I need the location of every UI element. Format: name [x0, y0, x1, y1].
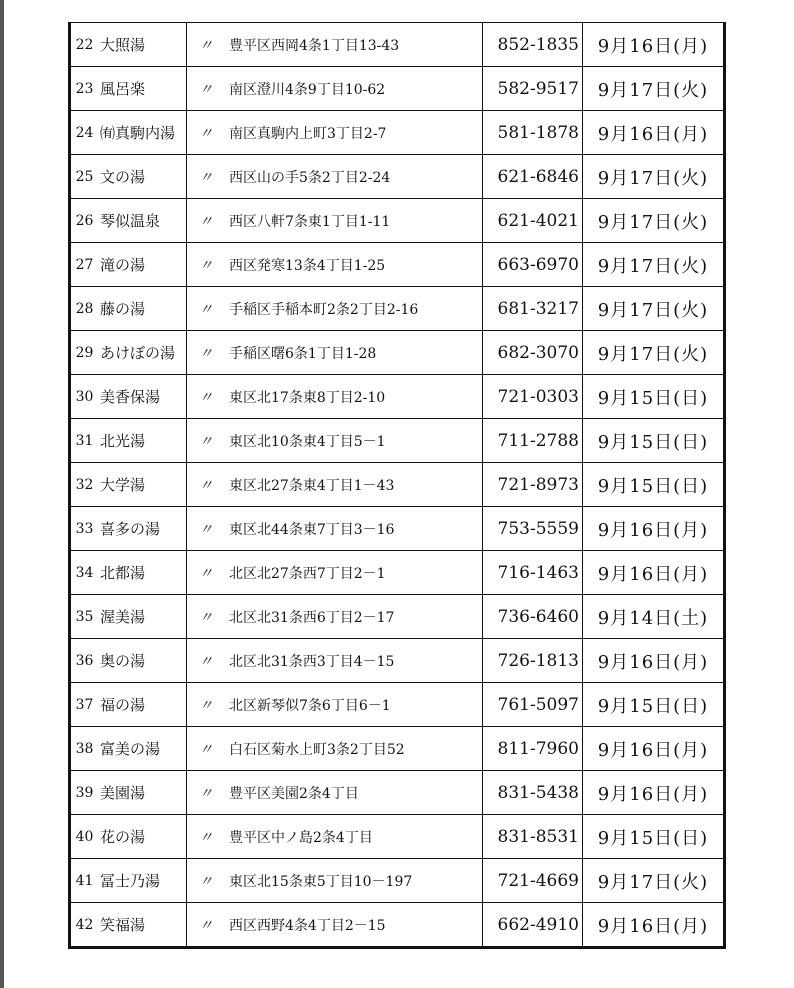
ditto-mark: 〃	[199, 213, 213, 230]
bathhouse-name: あけぼの湯	[98, 331, 187, 375]
table-row	[71, 287, 724, 331]
phone-number: 663-6970	[483, 243, 583, 287]
bathhouse-name: 花の湯	[98, 815, 187, 859]
table-row	[71, 111, 724, 155]
address: 北区新琴似7条6丁目6－1	[229, 697, 391, 714]
ditto-mark: 〃	[199, 917, 213, 934]
page-left-edge	[0, 0, 4, 988]
holiday-date: 9月16日(月)	[583, 23, 724, 67]
table-body	[71, 23, 724, 947]
address-cell	[187, 375, 483, 419]
holiday-date: 9月15日(日)	[583, 419, 724, 463]
ditto-mark: 〃	[199, 257, 213, 274]
bathhouse-name: 藤の湯	[98, 287, 187, 331]
row-number: 35	[71, 595, 99, 639]
row-number: 30	[71, 375, 99, 419]
holiday-date: 9月17日(火)	[583, 331, 724, 375]
address: 西区西野4条4丁目2－15	[229, 917, 386, 934]
address-cell	[187, 23, 483, 67]
holiday-date: 9月17日(火)	[583, 199, 724, 243]
holiday-date: 9月16日(月)	[583, 727, 724, 771]
ditto-mark: 〃	[199, 301, 213, 318]
phone-number: 726-1813	[483, 639, 583, 683]
table-row	[71, 155, 724, 199]
address-cell	[187, 507, 483, 551]
holiday-date: 9月15日(日)	[583, 463, 724, 507]
address: 豊平区美園2条4丁目	[229, 785, 359, 802]
holiday-date: 9月15日(日)	[583, 375, 724, 419]
phone-number: 681-3217	[483, 287, 583, 331]
row-number: 40	[71, 815, 99, 859]
table-row	[71, 419, 724, 463]
bathhouse-name: 福の湯	[98, 683, 187, 727]
address-cell	[187, 419, 483, 463]
table-row	[71, 67, 724, 111]
phone-number: 581-1878	[483, 111, 583, 155]
holiday-date: 9月17日(火)	[583, 287, 724, 331]
ditto-mark: 〃	[199, 785, 213, 802]
row-number: 33	[71, 507, 99, 551]
row-number: 36	[71, 639, 99, 683]
ditto-mark: 〃	[199, 565, 213, 582]
address: 東区北44条東7丁目3－16	[229, 521, 395, 538]
address-cell	[187, 727, 483, 771]
address: 北区北31条西3丁目4－15	[229, 653, 395, 670]
holiday-date: 9月14日(土)	[583, 595, 724, 639]
bathhouse-name: 北都湯	[98, 551, 187, 595]
bathhouse-name: 笑福湯	[98, 903, 187, 947]
phone-number: 736-6460	[483, 595, 583, 639]
row-number: 23	[71, 67, 99, 111]
table-row	[71, 639, 724, 683]
address-cell	[187, 67, 483, 111]
ditto-mark: 〃	[199, 521, 213, 538]
table-row	[71, 331, 724, 375]
bathhouse-name: 富美の湯	[98, 727, 187, 771]
phone-number: 721-8973	[483, 463, 583, 507]
holiday-date: 9月16日(月)	[583, 507, 724, 551]
bathhouse-name: 美園湯	[98, 771, 187, 815]
row-number: 34	[71, 551, 99, 595]
bathhouse-table-frame	[68, 22, 726, 949]
bathhouse-name: 大学湯	[98, 463, 187, 507]
phone-number: 721-4669	[483, 859, 583, 903]
address-cell	[187, 243, 483, 287]
phone-number: 761-5097	[483, 683, 583, 727]
table-row	[71, 595, 724, 639]
holiday-date: 9月15日(日)	[583, 815, 724, 859]
address-cell	[187, 815, 483, 859]
table-row	[71, 375, 724, 419]
address: 北区北31条西6丁目2－17	[229, 609, 395, 626]
phone-number: 811-7960	[483, 727, 583, 771]
row-number: 27	[71, 243, 99, 287]
row-number: 24	[71, 111, 99, 155]
phone-number: 831-8531	[483, 815, 583, 859]
bathhouse-name: 滝の湯	[98, 243, 187, 287]
holiday-date: 9月17日(火)	[583, 155, 724, 199]
bathhouse-name: 文の湯	[98, 155, 187, 199]
bathhouse-table	[70, 22, 724, 947]
bathhouse-name: 喜多の湯	[98, 507, 187, 551]
address-cell	[187, 859, 483, 903]
bathhouse-name: 北光湯	[98, 419, 187, 463]
phone-number: 711-2788	[483, 419, 583, 463]
table-row	[71, 551, 724, 595]
ditto-mark: 〃	[199, 169, 213, 186]
ditto-mark: 〃	[199, 873, 213, 890]
ditto-mark: 〃	[199, 389, 213, 406]
row-number: 25	[71, 155, 99, 199]
bathhouse-name: ㈲真駒内湯	[98, 111, 187, 155]
bathhouse-name: 奥の湯	[98, 639, 187, 683]
address-cell	[187, 551, 483, 595]
address-cell	[187, 155, 483, 199]
table-row	[71, 683, 724, 727]
address: 東区北17条東8丁目2-10	[229, 389, 386, 406]
phone-number: 582-9517	[483, 67, 583, 111]
address-cell	[187, 111, 483, 155]
holiday-date: 9月16日(月)	[583, 771, 724, 815]
phone-number: 852-1835	[483, 23, 583, 67]
table-row	[71, 23, 724, 67]
ditto-mark: 〃	[199, 829, 213, 846]
ditto-mark: 〃	[199, 345, 213, 362]
row-number: 41	[71, 859, 99, 903]
holiday-date: 9月16日(月)	[583, 111, 724, 155]
address-cell	[187, 595, 483, 639]
address-cell	[187, 331, 483, 375]
ditto-mark: 〃	[199, 37, 213, 54]
address: 手稲区手稲本町2条2丁目2-16	[229, 301, 419, 318]
holiday-date: 9月17日(火)	[583, 67, 724, 111]
holiday-date: 9月17日(火)	[583, 859, 724, 903]
address: 東区北10条東4丁目5－1	[229, 433, 386, 450]
ditto-mark: 〃	[199, 433, 213, 450]
row-number: 37	[71, 683, 99, 727]
ditto-mark: 〃	[199, 697, 213, 714]
bathhouse-name: 渥美湯	[98, 595, 187, 639]
ditto-mark: 〃	[199, 741, 213, 758]
holiday-date: 9月16日(月)	[583, 639, 724, 683]
address: 手稲区曙6条1丁目1-28	[229, 345, 377, 362]
address: 東区北27条東4丁目1－43	[229, 477, 395, 494]
table-row	[71, 815, 724, 859]
address: 豊平区西岡4条1丁目13-43	[229, 37, 400, 54]
holiday-date: 9月15日(日)	[583, 683, 724, 727]
table-row	[71, 903, 724, 947]
table-row	[71, 243, 724, 287]
bathhouse-name: 冨士乃湯	[98, 859, 187, 903]
address: 南区澄川4条9丁目10-62	[229, 81, 386, 98]
row-number: 42	[71, 903, 99, 947]
row-number: 28	[71, 287, 99, 331]
address: 西区山の手5条2丁目2-24	[229, 169, 391, 186]
address-cell	[187, 287, 483, 331]
address-cell	[187, 199, 483, 243]
address: 西区八軒7条東1丁目1-11	[229, 213, 391, 230]
ditto-mark: 〃	[199, 81, 213, 98]
address-cell	[187, 463, 483, 507]
ditto-mark: 〃	[199, 477, 213, 494]
holiday-date: 9月16日(月)	[583, 903, 724, 947]
row-number: 38	[71, 727, 99, 771]
ditto-mark: 〃	[199, 653, 213, 670]
ditto-mark: 〃	[199, 609, 213, 626]
holiday-date: 9月17日(火)	[583, 243, 724, 287]
phone-number: 753-5559	[483, 507, 583, 551]
phone-number: 682-3070	[483, 331, 583, 375]
phone-number: 621-6846	[483, 155, 583, 199]
table-row	[71, 507, 724, 551]
bathhouse-name: 琴似温泉	[98, 199, 187, 243]
address: 豊平区中ノ島2条4丁目	[229, 829, 373, 846]
address-cell	[187, 771, 483, 815]
holiday-date: 9月16日(月)	[583, 551, 724, 595]
phone-number: 721-0303	[483, 375, 583, 419]
row-number: 32	[71, 463, 99, 507]
bathhouse-name: 美香保湯	[98, 375, 187, 419]
phone-number: 662-4910	[483, 903, 583, 947]
row-number: 26	[71, 199, 99, 243]
row-number: 39	[71, 771, 99, 815]
bathhouse-name: 大照湯	[98, 23, 187, 67]
address-cell	[187, 903, 483, 947]
phone-number: 716-1463	[483, 551, 583, 595]
bathhouse-name: 風呂楽	[98, 67, 187, 111]
address: 南区真駒内上町3丁目2-7	[229, 125, 387, 142]
address: 西区発寒13条4丁目1-25	[229, 257, 386, 274]
table-row	[71, 463, 724, 507]
address: 北区北27条西7丁目2－1	[229, 565, 386, 582]
table-row	[71, 199, 724, 243]
phone-number: 621-4021	[483, 199, 583, 243]
address: 東区北15条東5丁目10－197	[229, 873, 413, 890]
table-row	[71, 771, 724, 815]
table-row	[71, 727, 724, 771]
row-number: 22	[71, 23, 99, 67]
address: 白石区菊水上町3条2丁目52	[229, 741, 405, 758]
row-number: 31	[71, 419, 99, 463]
row-number: 29	[71, 331, 99, 375]
table-row	[71, 859, 724, 903]
address-cell	[187, 639, 483, 683]
phone-number: 831-5438	[483, 771, 583, 815]
ditto-mark: 〃	[199, 125, 213, 142]
address-cell	[187, 683, 483, 727]
